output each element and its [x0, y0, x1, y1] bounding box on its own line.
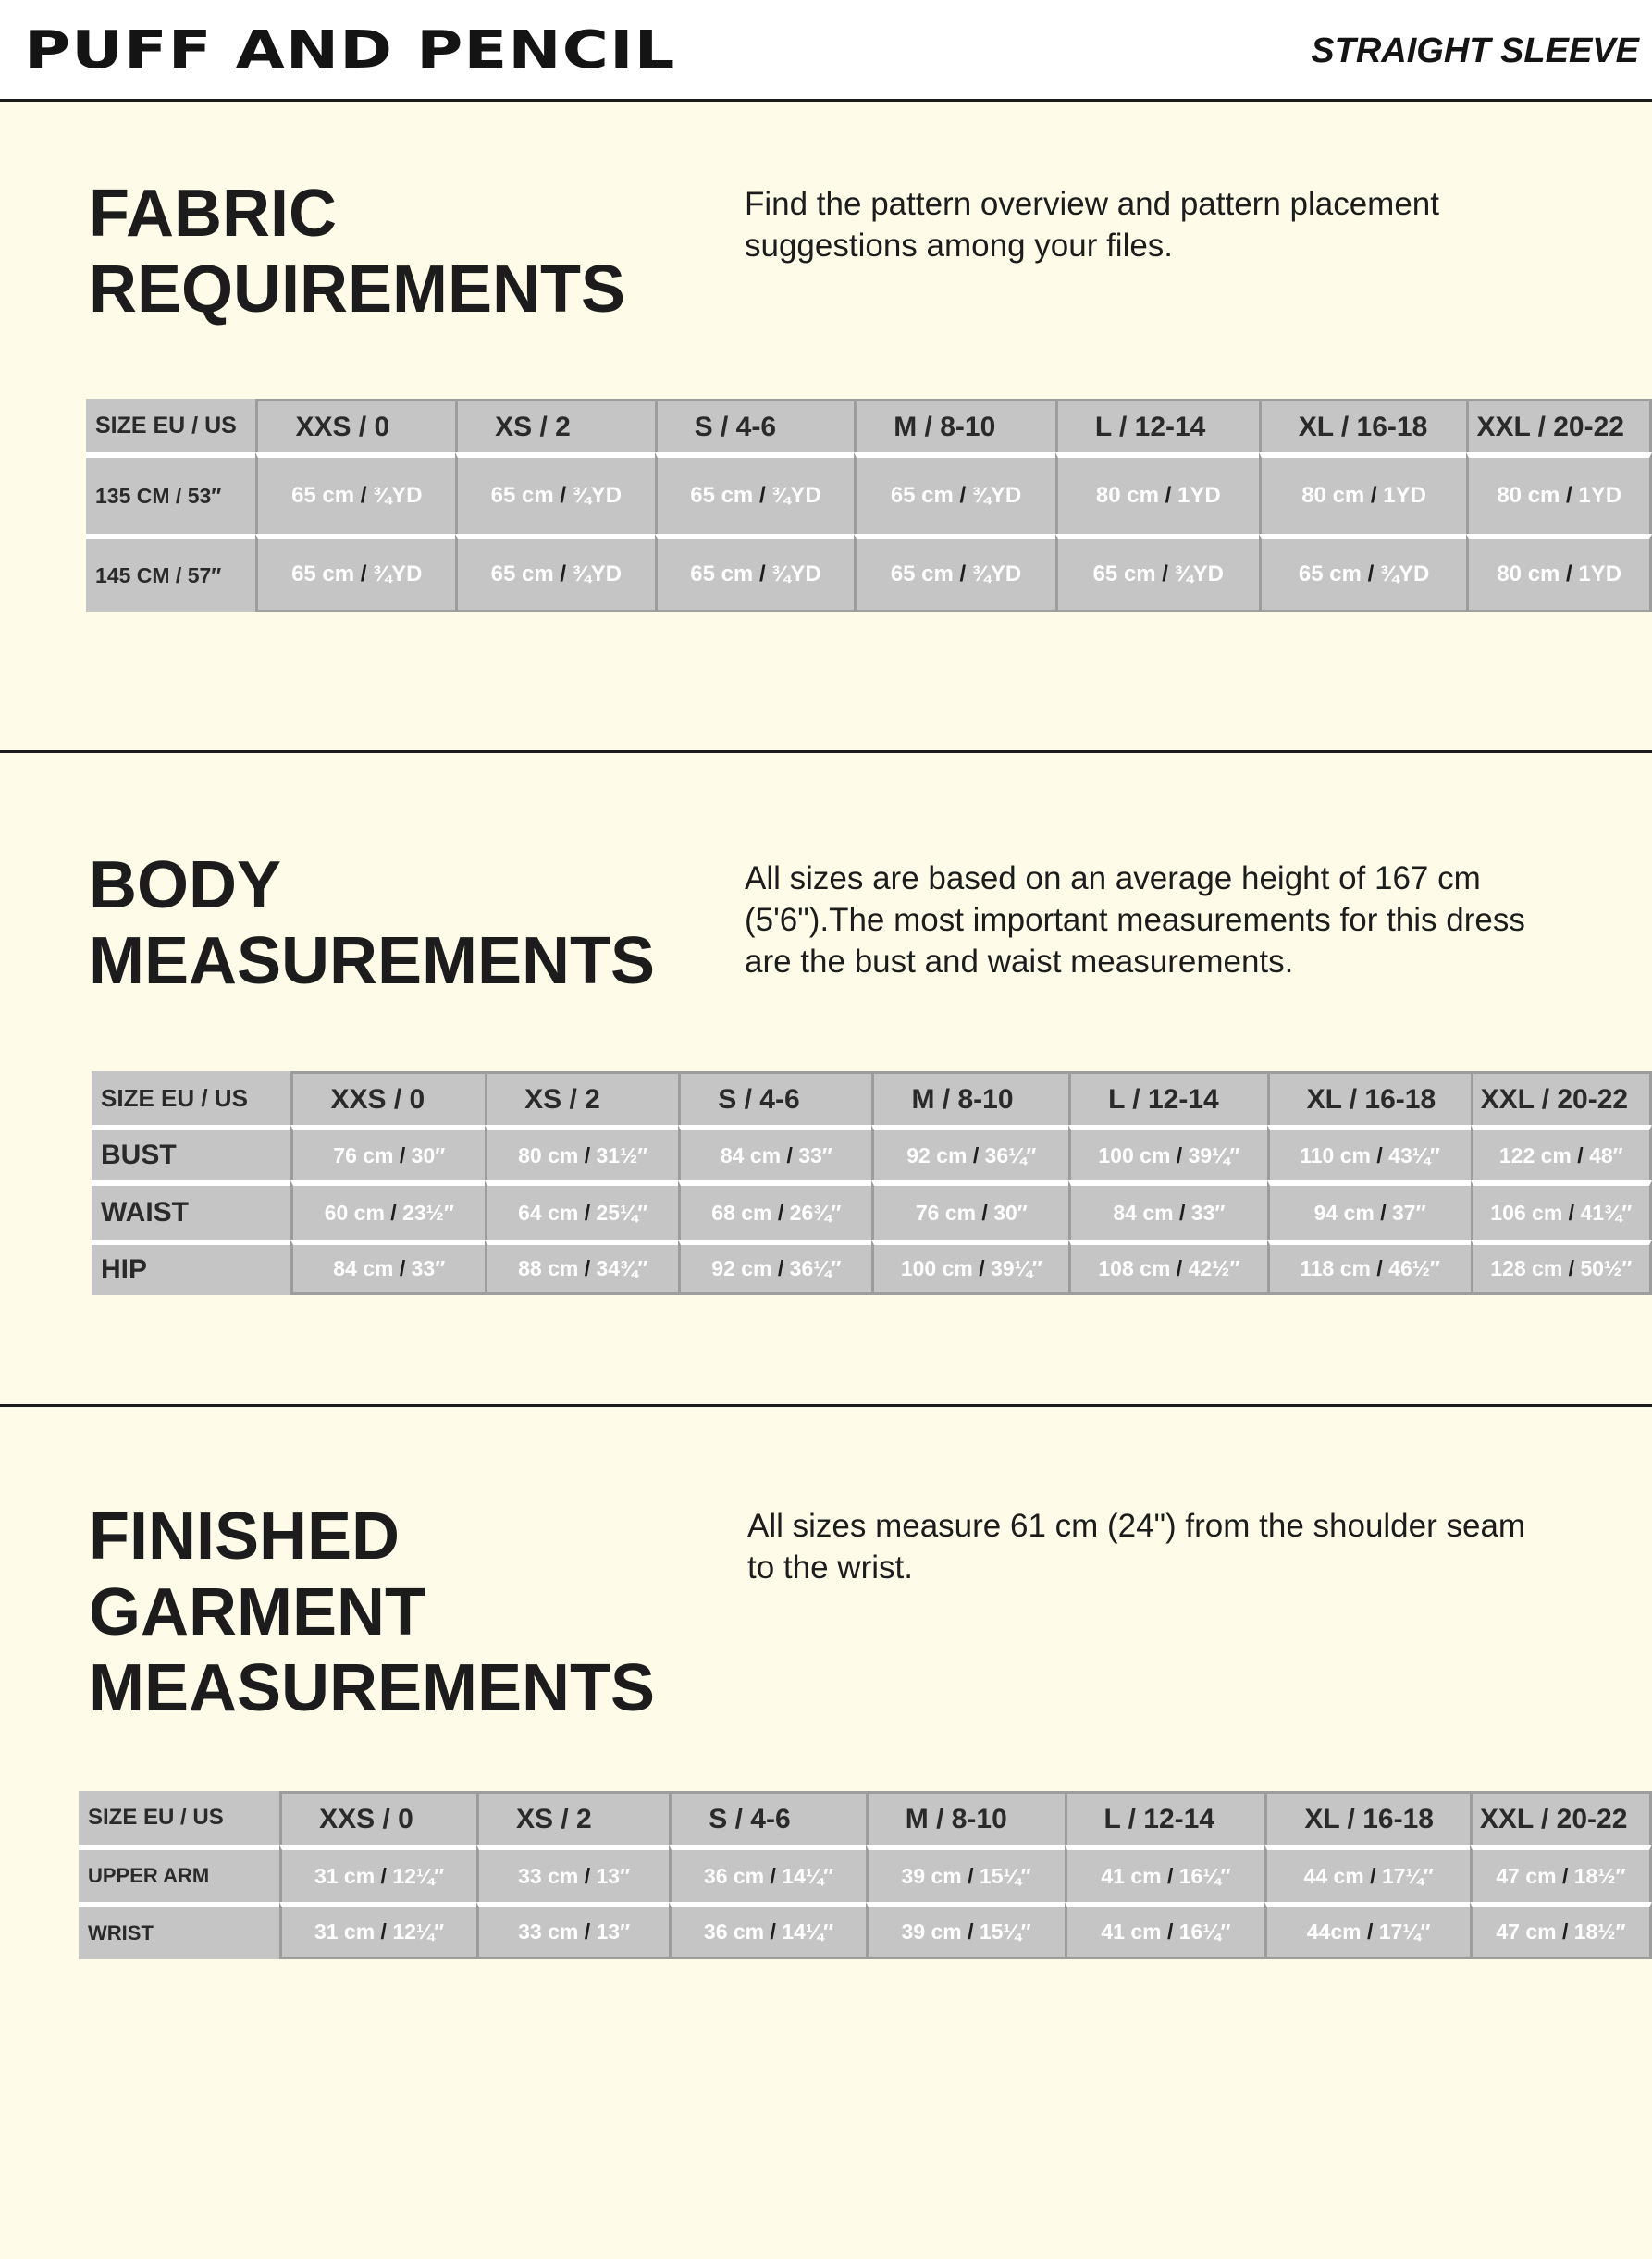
metric-value: 33 cm — [518, 1863, 579, 1888]
imperial-value: 25¼″ — [596, 1200, 648, 1225]
value-separator: / — [1155, 562, 1175, 586]
value-separator: / — [354, 483, 374, 508]
section-divider — [0, 1404, 1652, 1407]
body-measurement-cell — [1471, 1125, 1652, 1180]
value-separator: / — [578, 1863, 597, 1888]
metric-value: 92 cm — [906, 1142, 968, 1167]
value-separator: / — [354, 562, 374, 586]
body-measurement-cell — [1267, 1125, 1471, 1180]
imperial-value: ¾YD — [971, 562, 1022, 586]
metric-value: 39 cm — [901, 1863, 962, 1888]
fabric-measurement-cell — [255, 452, 455, 534]
value-separator: / — [375, 1863, 393, 1888]
fabric-measurement-cell — [1466, 534, 1652, 612]
value-separator: / — [764, 1863, 783, 1888]
table-row — [79, 1845, 1652, 1902]
finished-title-line3: MEASUREMENTS — [89, 1651, 656, 1725]
body-title-line1: BODY — [89, 848, 282, 922]
section-divider — [0, 750, 1652, 753]
imperial-value: 14¼″ — [782, 1920, 834, 1944]
body-measurement-cell — [1471, 1240, 1652, 1295]
imperial-value: 36¼″ — [789, 1256, 842, 1280]
fabric-measurement-cell — [655, 452, 855, 534]
imperial-value: 12¼″ — [392, 1920, 445, 1944]
value-separator: / — [393, 1142, 412, 1167]
imperial-value: 15¼″ — [979, 1863, 1031, 1888]
metric-value: 65 cm — [490, 562, 554, 586]
fabric-measurement-cell — [255, 534, 455, 612]
fabric-size-column-header: XXL / 20-22 — [1466, 399, 1652, 452]
imperial-value: 30″ — [993, 1200, 1028, 1225]
body-size-column-header: XL / 16-18 — [1267, 1071, 1471, 1125]
value-separator: / — [753, 562, 772, 586]
metric-value: 44cm — [1306, 1920, 1362, 1944]
finished-section-title — [89, 1499, 655, 1726]
metric-value: 65 cm — [890, 562, 954, 586]
metric-value: 80 cm — [1301, 483, 1365, 508]
metric-value: 80 cm — [1497, 562, 1560, 586]
value-separator: / — [1370, 1256, 1389, 1280]
finished-size-column-header: XXL / 20-22 — [1470, 1791, 1652, 1845]
body-size-column-header: M / 8-10 — [871, 1071, 1068, 1125]
pattern-variant-title: STRAIGHT SLEEVE — [1311, 31, 1639, 70]
table-row — [86, 534, 1652, 612]
value-separator: / — [771, 1256, 790, 1280]
finished-measurement-cell — [866, 1902, 1065, 1959]
value-separator: / — [1571, 1142, 1590, 1167]
value-separator: / — [972, 1256, 991, 1280]
fabric-measurement-cell — [1466, 452, 1652, 534]
body-size-column-header: L / 12-14 — [1068, 1071, 1266, 1125]
fabric-size-column-header: L / 12-14 — [1055, 399, 1259, 452]
metric-value: 60 cm — [324, 1200, 385, 1225]
imperial-value: 46½″ — [1388, 1256, 1440, 1280]
metric-value: 100 cm — [900, 1256, 973, 1280]
metric-value: 76 cm — [333, 1142, 394, 1167]
table-row — [86, 452, 1652, 534]
finished-measurement-cell — [669, 1845, 866, 1902]
imperial-value: ¾YD — [971, 483, 1022, 508]
imperial-value: ¾YD — [771, 562, 821, 586]
metric-value: 84 cm — [720, 1142, 782, 1167]
metric-value: 39 cm — [901, 1920, 962, 1944]
finished-measurement-cell — [1065, 1845, 1265, 1902]
metric-value: 47 cm — [1496, 1863, 1557, 1888]
imperial-value: ¾YD — [373, 562, 423, 586]
value-separator: / — [753, 483, 772, 508]
value-separator: / — [1161, 1920, 1179, 1944]
body-section-title — [89, 847, 655, 999]
body-measurement-cell — [485, 1240, 678, 1295]
body-row-label: BUST — [92, 1125, 290, 1180]
body-measurement-cell — [290, 1125, 485, 1180]
metric-value: 65 cm — [1298, 562, 1362, 586]
value-separator: / — [1370, 1142, 1389, 1167]
imperial-value: 33″ — [411, 1256, 446, 1280]
metric-value: 65 cm — [890, 483, 954, 508]
body-measurement-cell — [290, 1180, 485, 1240]
body-measurement-cell — [485, 1180, 678, 1240]
value-separator: / — [1562, 1200, 1581, 1225]
finished-measurement-cell — [279, 1845, 476, 1902]
imperial-value: ¾YD — [1174, 562, 1225, 586]
metric-value: 80 cm — [518, 1142, 579, 1167]
metric-value: 84 cm — [1113, 1200, 1174, 1225]
fabric-row-label: 135 CM / 53″ — [86, 452, 255, 534]
value-separator: / — [1173, 1200, 1191, 1225]
body-row-label: WAIST — [92, 1180, 290, 1240]
metric-value: 84 cm — [333, 1256, 394, 1280]
body-measurement-cell — [678, 1180, 871, 1240]
value-separator: / — [375, 1920, 393, 1944]
imperial-value: 1YD — [1578, 483, 1622, 508]
imperial-value: ¾YD — [572, 483, 623, 508]
body-measurement-cell — [290, 1240, 485, 1295]
finished-row-label: WRIST — [79, 1902, 279, 1959]
metric-value: 128 cm — [1490, 1256, 1563, 1280]
finished-measurement-cell — [1264, 1845, 1469, 1902]
value-separator: / — [578, 1920, 597, 1944]
fabric-measurement-cell — [1055, 452, 1259, 534]
value-separator: / — [1364, 483, 1384, 508]
value-separator: / — [393, 1256, 412, 1280]
metric-value: 80 cm — [1497, 483, 1560, 508]
imperial-value: 18½″ — [1573, 1863, 1626, 1888]
value-separator: / — [578, 1142, 597, 1167]
metric-value: 47 cm — [1496, 1920, 1557, 1944]
fabric-size-column-header: XS / 2 — [455, 399, 655, 452]
imperial-value: 17¼″ — [1378, 1920, 1431, 1944]
imperial-value: 16¼″ — [1178, 1863, 1231, 1888]
body-measurement-cell — [678, 1125, 871, 1180]
imperial-value: 1YD — [1578, 562, 1622, 586]
metric-value: 110 cm — [1300, 1142, 1371, 1167]
metric-value: 65 cm — [490, 483, 554, 508]
imperial-value: ¾YD — [1379, 562, 1430, 586]
imperial-value: 34¾″ — [596, 1256, 648, 1280]
imperial-value: 12¼″ — [392, 1863, 445, 1888]
fabric-measurement-cell — [1055, 534, 1259, 612]
value-separator: / — [771, 1200, 790, 1225]
metric-value: 65 cm — [690, 483, 754, 508]
finished-size-column-header: XS / 2 — [476, 1791, 669, 1845]
finished-size-corner-label: SIZE EU / US — [79, 1791, 279, 1845]
body-measurement-cell — [1471, 1180, 1652, 1240]
finished-size-column-header: XXS / 0 — [279, 1791, 476, 1845]
metric-value: 94 cm — [1313, 1200, 1375, 1225]
body-measurement-cell — [1068, 1180, 1266, 1240]
metric-value: 80 cm — [1095, 483, 1159, 508]
value-separator: / — [578, 1200, 597, 1225]
fabric-measurement-cell — [655, 534, 855, 612]
value-separator: / — [1556, 1863, 1574, 1888]
fabric-title-line1: FABRIC — [89, 177, 337, 251]
imperial-value: 30″ — [411, 1142, 446, 1167]
fabric-size-column-header: M / 8-10 — [854, 399, 1055, 452]
table-row — [92, 1180, 1652, 1240]
value-separator: / — [953, 483, 972, 508]
metric-value: 76 cm — [915, 1200, 977, 1225]
imperial-value: 17¼″ — [1381, 1863, 1434, 1888]
finished-measurement-cell — [669, 1902, 866, 1959]
imperial-value: 43¼″ — [1388, 1142, 1440, 1167]
finished-size-column-header: L / 12-14 — [1065, 1791, 1265, 1845]
finished-measurement-cell — [476, 1902, 669, 1959]
body-measurement-cell — [678, 1240, 871, 1295]
fabric-measurement-cell — [455, 452, 655, 534]
value-separator: / — [1562, 1256, 1581, 1280]
finished-measurement-cell — [476, 1845, 669, 1902]
table-row — [92, 1125, 1652, 1180]
fabric-size-corner-label: SIZE EU / US — [86, 399, 255, 452]
imperial-value: 15¼″ — [979, 1920, 1031, 1944]
metric-value: 36 cm — [703, 1920, 765, 1944]
value-separator: / — [1361, 1920, 1379, 1944]
body-measurements-table — [92, 1071, 1652, 1295]
imperial-value: 26¾″ — [789, 1200, 842, 1225]
metric-value: 64 cm — [518, 1200, 579, 1225]
body-size-column-header: XS / 2 — [485, 1071, 678, 1125]
imperial-value: 33″ — [798, 1142, 832, 1167]
body-measurement-cell — [1068, 1125, 1266, 1180]
finished-size-column-header: S / 4-6 — [669, 1791, 866, 1845]
imperial-value: 31½″ — [596, 1142, 648, 1167]
imperial-value: 39¼″ — [1188, 1142, 1240, 1167]
metric-value: 44 cm — [1303, 1863, 1364, 1888]
metric-value: 88 cm — [518, 1256, 579, 1280]
value-separator: / — [1560, 483, 1579, 508]
metric-value: 108 cm — [1098, 1256, 1171, 1280]
imperial-value: 36¼″ — [984, 1142, 1037, 1167]
value-separator: / — [384, 1200, 403, 1225]
value-separator: / — [1560, 562, 1579, 586]
imperial-value: ¾YD — [572, 562, 623, 586]
fabric-measurement-cell — [854, 534, 1055, 612]
finished-row-label: UPPER ARM — [79, 1845, 279, 1902]
body-description: All sizes are based on an average height of 167 cm (5'6").The most important measurements for this dress are the bust and waist measurements. — [745, 860, 1525, 980]
imperial-value: ¾YD — [771, 483, 821, 508]
metric-value: 118 cm — [1300, 1256, 1371, 1280]
metric-value: 36 cm — [703, 1863, 765, 1888]
body-size-corner-label: SIZE EU / US — [92, 1071, 290, 1125]
body-size-column-header: XXS / 0 — [290, 1071, 485, 1125]
finished-measurement-cell — [866, 1845, 1065, 1902]
metric-value: 33 cm — [518, 1920, 579, 1944]
fabric-measurement-cell — [455, 534, 655, 612]
value-separator: / — [764, 1920, 783, 1944]
value-separator: / — [976, 1200, 994, 1225]
value-separator: / — [961, 1920, 980, 1944]
brand-logo-text: PUFF AND PENCIL — [24, 20, 676, 80]
value-separator: / — [1361, 562, 1380, 586]
body-measurement-cell — [1267, 1180, 1471, 1240]
imperial-value: ¾YD — [373, 483, 423, 508]
imperial-value: 42½″ — [1188, 1256, 1240, 1280]
metric-value: 31 cm — [314, 1920, 376, 1944]
finished-measurement-cell — [1470, 1902, 1652, 1959]
value-separator: / — [578, 1256, 597, 1280]
metric-value: 31 cm — [314, 1863, 376, 1888]
finished-description: All sizes measure 61 cm (24") from the shoulder seam to the wrist. — [747, 1508, 1526, 1586]
fabric-section-title — [89, 176, 625, 327]
page-header — [0, 0, 1652, 102]
value-separator: / — [1170, 1142, 1189, 1167]
imperial-value: 39¼″ — [991, 1256, 1042, 1280]
value-separator: / — [1363, 1863, 1382, 1888]
metric-value: 122 cm — [1498, 1142, 1572, 1167]
fabric-size-column-header: S / 4-6 — [655, 399, 855, 452]
imperial-value: 37″ — [1391, 1200, 1426, 1225]
finished-title-line1: FINISHED — [89, 1500, 401, 1574]
metric-value: 65 cm — [690, 562, 754, 586]
fabric-measurement-cell — [1259, 452, 1467, 534]
fabric-measurement-cell — [1259, 534, 1467, 612]
value-separator: / — [553, 562, 573, 586]
imperial-value: 18½″ — [1573, 1920, 1626, 1944]
value-separator: / — [967, 1142, 985, 1167]
metric-value: 65 cm — [1092, 562, 1156, 586]
value-separator: / — [953, 562, 972, 586]
metric-value: 106 cm — [1490, 1200, 1563, 1225]
body-measurement-cell — [871, 1125, 1068, 1180]
imperial-value: 1YD — [1383, 483, 1426, 508]
imperial-value: 50½″ — [1580, 1256, 1633, 1280]
body-measurement-cell — [871, 1180, 1068, 1240]
value-separator: / — [781, 1142, 799, 1167]
fabric-size-column-header: XXS / 0 — [255, 399, 455, 452]
finished-measurement-cell — [1264, 1902, 1469, 1959]
imperial-value: 41¾″ — [1580, 1200, 1633, 1225]
table-row — [92, 1240, 1652, 1295]
fabric-description: Find the pattern overview and pattern placement suggestions among your files. — [745, 186, 1439, 264]
imperial-value: 13″ — [596, 1920, 631, 1944]
body-size-column-header: XXL / 20-22 — [1471, 1071, 1652, 1125]
finished-measurement-cell — [1065, 1902, 1265, 1959]
value-separator: / — [553, 483, 573, 508]
imperial-value: 23½″ — [402, 1200, 454, 1225]
finished-garment-table — [79, 1791, 1652, 1959]
metric-value: 41 cm — [1101, 1863, 1162, 1888]
metric-value: 68 cm — [711, 1200, 772, 1225]
imperial-value: 48″ — [1589, 1142, 1623, 1167]
imperial-value: 13″ — [596, 1863, 631, 1888]
body-measurement-cell — [485, 1125, 678, 1180]
metric-value: 65 cm — [291, 483, 355, 508]
value-separator: / — [1170, 1256, 1189, 1280]
finished-size-column-header: M / 8-10 — [866, 1791, 1065, 1845]
body-measurement-cell — [1068, 1240, 1266, 1295]
imperial-value: 1YD — [1177, 483, 1221, 508]
fabric-row-label: 145 CM / 57″ — [86, 534, 255, 612]
value-separator: / — [1158, 483, 1177, 508]
table-row — [79, 1902, 1652, 1959]
body-row-label: HIP — [92, 1240, 290, 1295]
body-size-column-header: S / 4-6 — [678, 1071, 871, 1125]
metric-value: 65 cm — [291, 562, 355, 586]
metric-value: 92 cm — [711, 1256, 772, 1280]
finished-measurement-cell — [279, 1902, 476, 1959]
value-separator: / — [1374, 1200, 1392, 1225]
fabric-title-line2: REQUIREMENTS — [89, 253, 626, 327]
fabric-requirements-table — [86, 399, 1652, 612]
value-separator: / — [961, 1863, 980, 1888]
imperial-value: 16¼″ — [1178, 1920, 1231, 1944]
body-title-line2: MEASUREMENTS — [89, 924, 656, 998]
metric-value: 100 cm — [1098, 1142, 1171, 1167]
imperial-value: 33″ — [1190, 1200, 1226, 1225]
value-separator: / — [1161, 1863, 1179, 1888]
value-separator: / — [1556, 1920, 1574, 1944]
finished-title-line2: GARMENT — [89, 1575, 425, 1649]
fabric-size-column-header: XL / 16-18 — [1259, 399, 1467, 452]
body-measurement-cell — [871, 1240, 1068, 1295]
fabric-measurement-cell — [854, 452, 1055, 534]
finished-size-column-header: XL / 16-18 — [1264, 1791, 1469, 1845]
finished-measurement-cell — [1470, 1845, 1652, 1902]
metric-value: 41 cm — [1101, 1920, 1162, 1944]
imperial-value: 14¼″ — [782, 1863, 834, 1888]
body-measurement-cell — [1267, 1240, 1471, 1295]
